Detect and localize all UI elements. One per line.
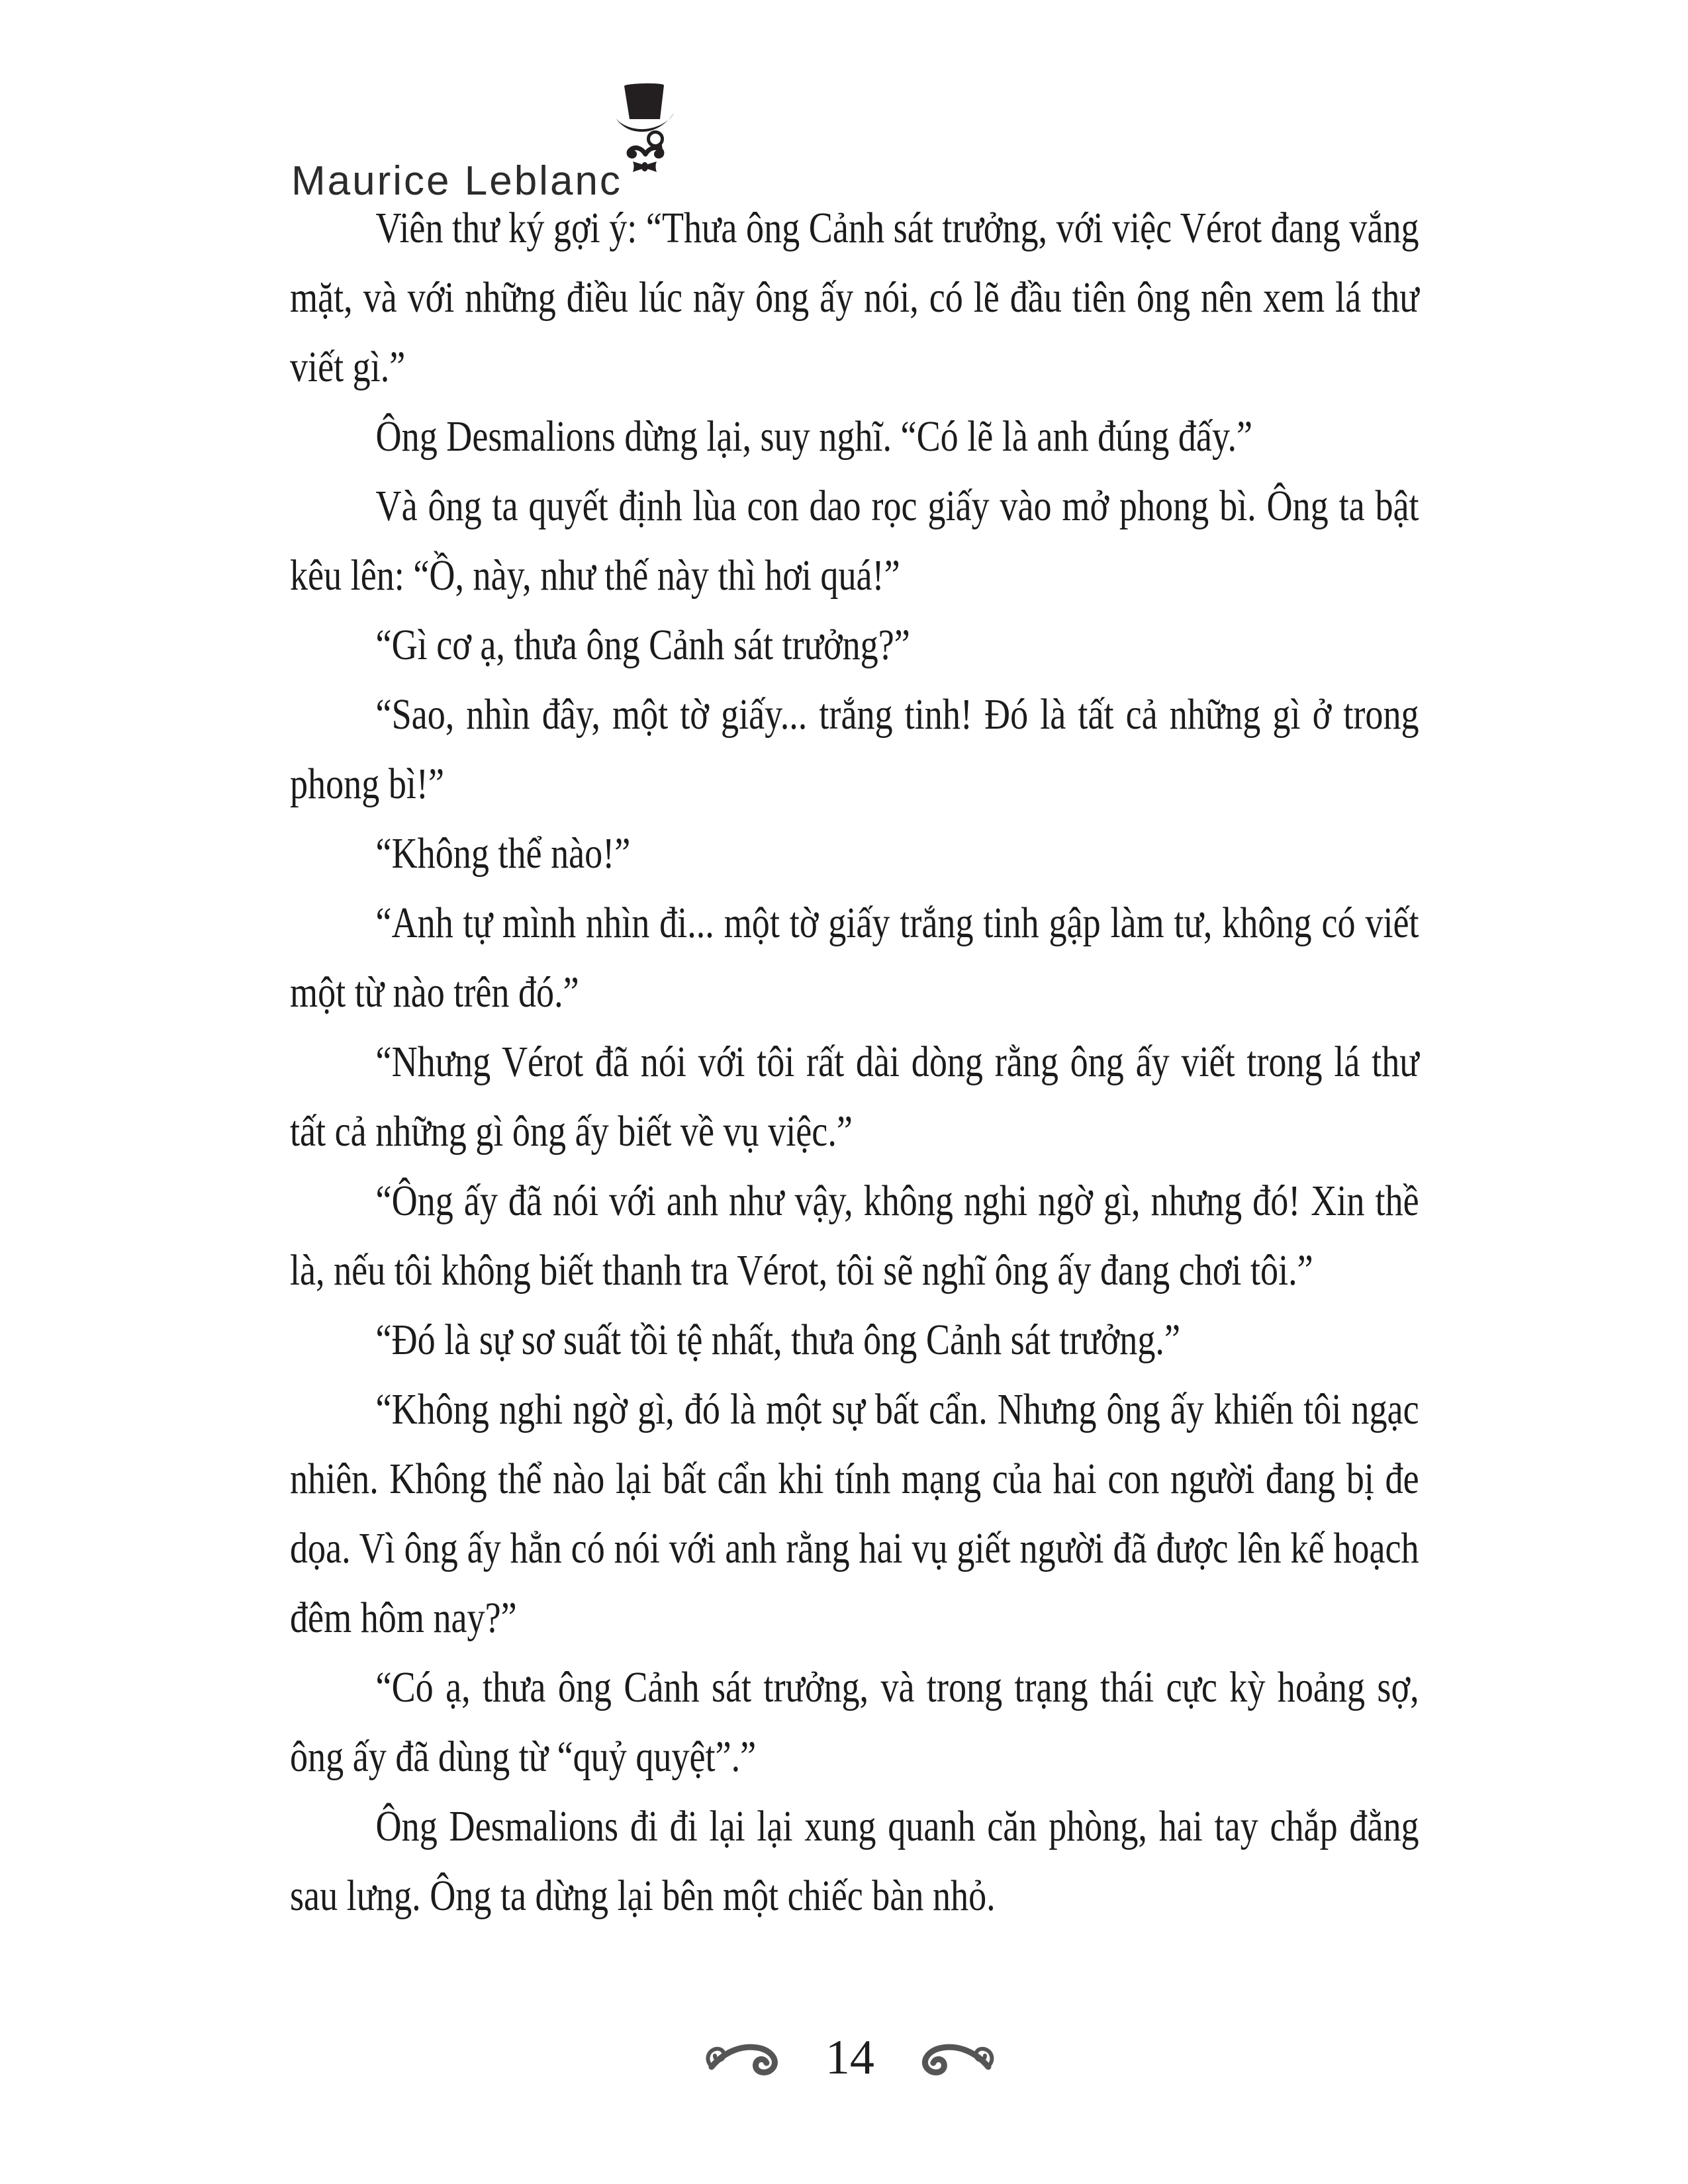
body-paragraph: “Không nghi ngờ gì, đó là một sự bất cẩn. Nhưng ông ấy khiến tôi ngạc nhiên. Không thể nào lại bất cẩn khi tính mạng của hai con người đang bị đe dọa. Vì ông ấy hẳn có nói với anh rằng hai vụ giết người đã được lên kế hoạch đêm hôm nay?” bbox=[290, 1385, 1419, 1642]
flourish-right-icon bbox=[910, 2038, 998, 2081]
body-paragraph: “Không thể nào!” bbox=[375, 829, 631, 878]
body-paragraph: Viên thư ký gợi ý: “Thưa ông Cảnh sát trưởng, với việc Vérot đang vắng mặt, và với những điều lúc nãy ông ấy nói, có lẽ đầu tiên ông nên xem lá thư viết gì.” bbox=[290, 204, 1419, 391]
body-paragraph: Ông Desmalions dừng lại, suy nghĩ. “Có lẽ là anh đúng đấy.” bbox=[375, 412, 1253, 461]
gentleman-top-hat-icon bbox=[613, 82, 675, 173]
page-footer bbox=[702, 2030, 998, 2086]
body-paragraph: “Gì cơ ạ, thưa ông Cảnh sát trưởng?” bbox=[375, 621, 910, 669]
body-paragraph: “Nhưng Vérot đã nói với tôi rất dài dòng rằng ông ấy viết trong lá thư tất cả những gì ông ấy biết về vụ việc.” bbox=[290, 1038, 1419, 1156]
page-body-text bbox=[290, 193, 1419, 1931]
body-paragraph: “Ông ấy đã nói với anh như vậy, không nghi ngờ gì, nhưng đó! Xin thề là, nếu tôi không biết thanh tra Vérot, tôi sẽ nghĩ ông ấy đang chơi tôi.” bbox=[290, 1177, 1419, 1295]
author-name: Maurice Leblanc bbox=[291, 158, 622, 204]
flourish-left-icon bbox=[702, 2038, 790, 2081]
body-paragraph: “Sao, nhìn đây, một tờ giấy... trắng tinh! Đó là tất cả những gì ở trong phong bì!” bbox=[290, 690, 1419, 808]
body-paragraph: “Có ạ, thưa ông Cảnh sát trưởng, và trong trạng thái cực kỳ hoảng sợ, ông ấy đã dùng từ “quỷ quyệt”.” bbox=[290, 1663, 1419, 1781]
body-paragraph: “Đó là sự sơ suất tồi tệ nhất, thưa ông Cảnh sát trưởng.” bbox=[375, 1316, 1180, 1364]
page-number: 14 bbox=[825, 2030, 874, 2085]
body-paragraph: Và ông ta quyết định lùa con dao rọc giấy vào mở phong bì. Ông ta bật kêu lên: “Ồ, này, như thế này thì hơi quá!” bbox=[290, 482, 1419, 600]
body-paragraph: Ông Desmalions đi đi lại lại xung quanh căn phòng, hai tay chắp đằng sau lưng. Ông ta dừng lại bên một chiếc bàn nhỏ. bbox=[290, 1802, 1419, 1920]
body-paragraph: “Anh tự mình nhìn đi... một tờ giấy trắng tinh gập làm tư, không có viết một từ nào trên đó.” bbox=[290, 899, 1419, 1017]
